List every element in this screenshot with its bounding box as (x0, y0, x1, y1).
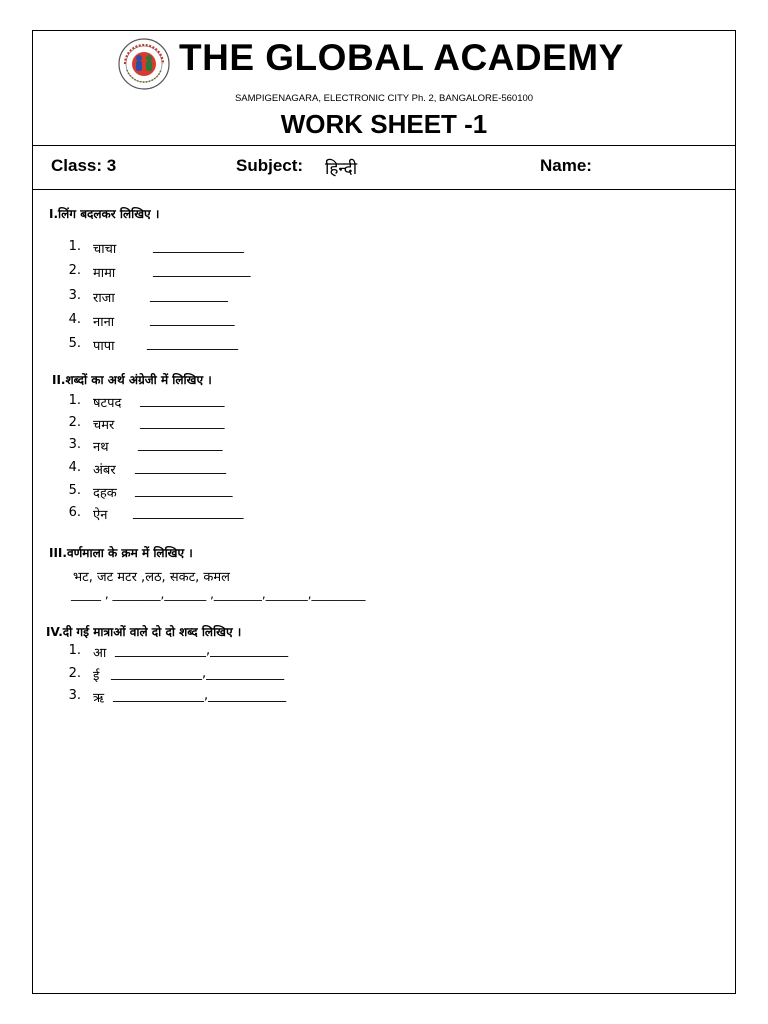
item-word: मामा (93, 266, 116, 281)
info-row (33, 145, 735, 190)
subject-value: हिन्दी (325, 159, 358, 178)
school-name: THE GLOBAL ACADEMY (179, 37, 624, 78)
section-3-title: III.वर्णमाला के क्रम में लिखिए । (49, 546, 193, 560)
item-number: 1. (68, 393, 81, 408)
item-word: राजा (93, 291, 115, 306)
item-number: 3. (68, 688, 81, 703)
item-number: 5. (68, 483, 81, 498)
school-address: SAMPIGENAGARA, ELECTRONIC CITY Ph. 2, BANGALORE-560100 (234, 93, 534, 104)
answer-blank: _______________ (153, 263, 251, 278)
item-number: 4. (68, 460, 81, 475)
item-word: षटपद (93, 396, 122, 411)
item-number: 2. (68, 666, 81, 681)
item-number: 3. (68, 437, 81, 452)
answer-blank: ______________ (153, 239, 244, 254)
item-number: 1. (68, 239, 81, 254)
item-word: आ (93, 646, 107, 661)
item-number: 5. (68, 336, 81, 351)
answer-blank: ______________,____________ (113, 688, 287, 703)
section-1-title: I.लिंग बदलकर लिखिए । (49, 207, 160, 221)
subject-label: Subject: (236, 156, 304, 175)
worksheet-title: WORK SHEET -1 (280, 109, 488, 139)
answer-blank: _______________ (135, 483, 233, 498)
answer-blank: _____________ (138, 437, 223, 452)
item-number: 6. (68, 505, 81, 520)
item-word: ऋ (93, 691, 105, 706)
worksheet-header (33, 31, 735, 146)
answer-blank: _____________ (140, 393, 225, 408)
item-word: पापा (93, 339, 115, 354)
section-4-title: IV.दी गई मात्राओं वाले दो दो शब्द लिखिए । (46, 625, 242, 639)
item-word: नथ (93, 440, 109, 455)
item-word: नाना (93, 315, 115, 330)
item-number: 4. (68, 312, 81, 327)
section-3-words: भट, जट मटर ,लठ, सकट, कमल (73, 570, 230, 585)
item-number: 3. (68, 288, 81, 303)
item-word: अंबर (93, 463, 116, 478)
section-3-blanks: _____ , ________,_______ ,________,_______,_________ (71, 587, 366, 601)
item-word: दहक (93, 486, 117, 501)
answer-blank: ______________,____________ (111, 666, 285, 681)
worksheet-page (32, 30, 736, 994)
school-logo (117, 37, 171, 91)
item-number: 1. (68, 643, 81, 658)
answer-blank: ______________ (135, 460, 226, 475)
answer-blank: ______________ (147, 336, 238, 351)
section-2-title: II.शब्दों का अर्थ अंग्रेजी में लिखिए । (52, 373, 212, 387)
class-label: Class: 3 (51, 156, 117, 175)
answer-blank: _____________ (140, 415, 225, 430)
item-word: ई (93, 669, 100, 684)
answer-blank: ____________ (150, 288, 228, 303)
item-number: 2. (68, 263, 81, 278)
name-label: Name: (540, 156, 592, 175)
item-number: 2. (68, 415, 81, 430)
item-word: ऐन (93, 508, 108, 523)
item-word: चाचा (93, 242, 117, 257)
answer-blank: ______________,____________ (115, 643, 289, 658)
answer-blank: _________________ (133, 505, 244, 520)
item-word: चमर (93, 418, 115, 433)
answer-blank: _____________ (150, 312, 235, 327)
